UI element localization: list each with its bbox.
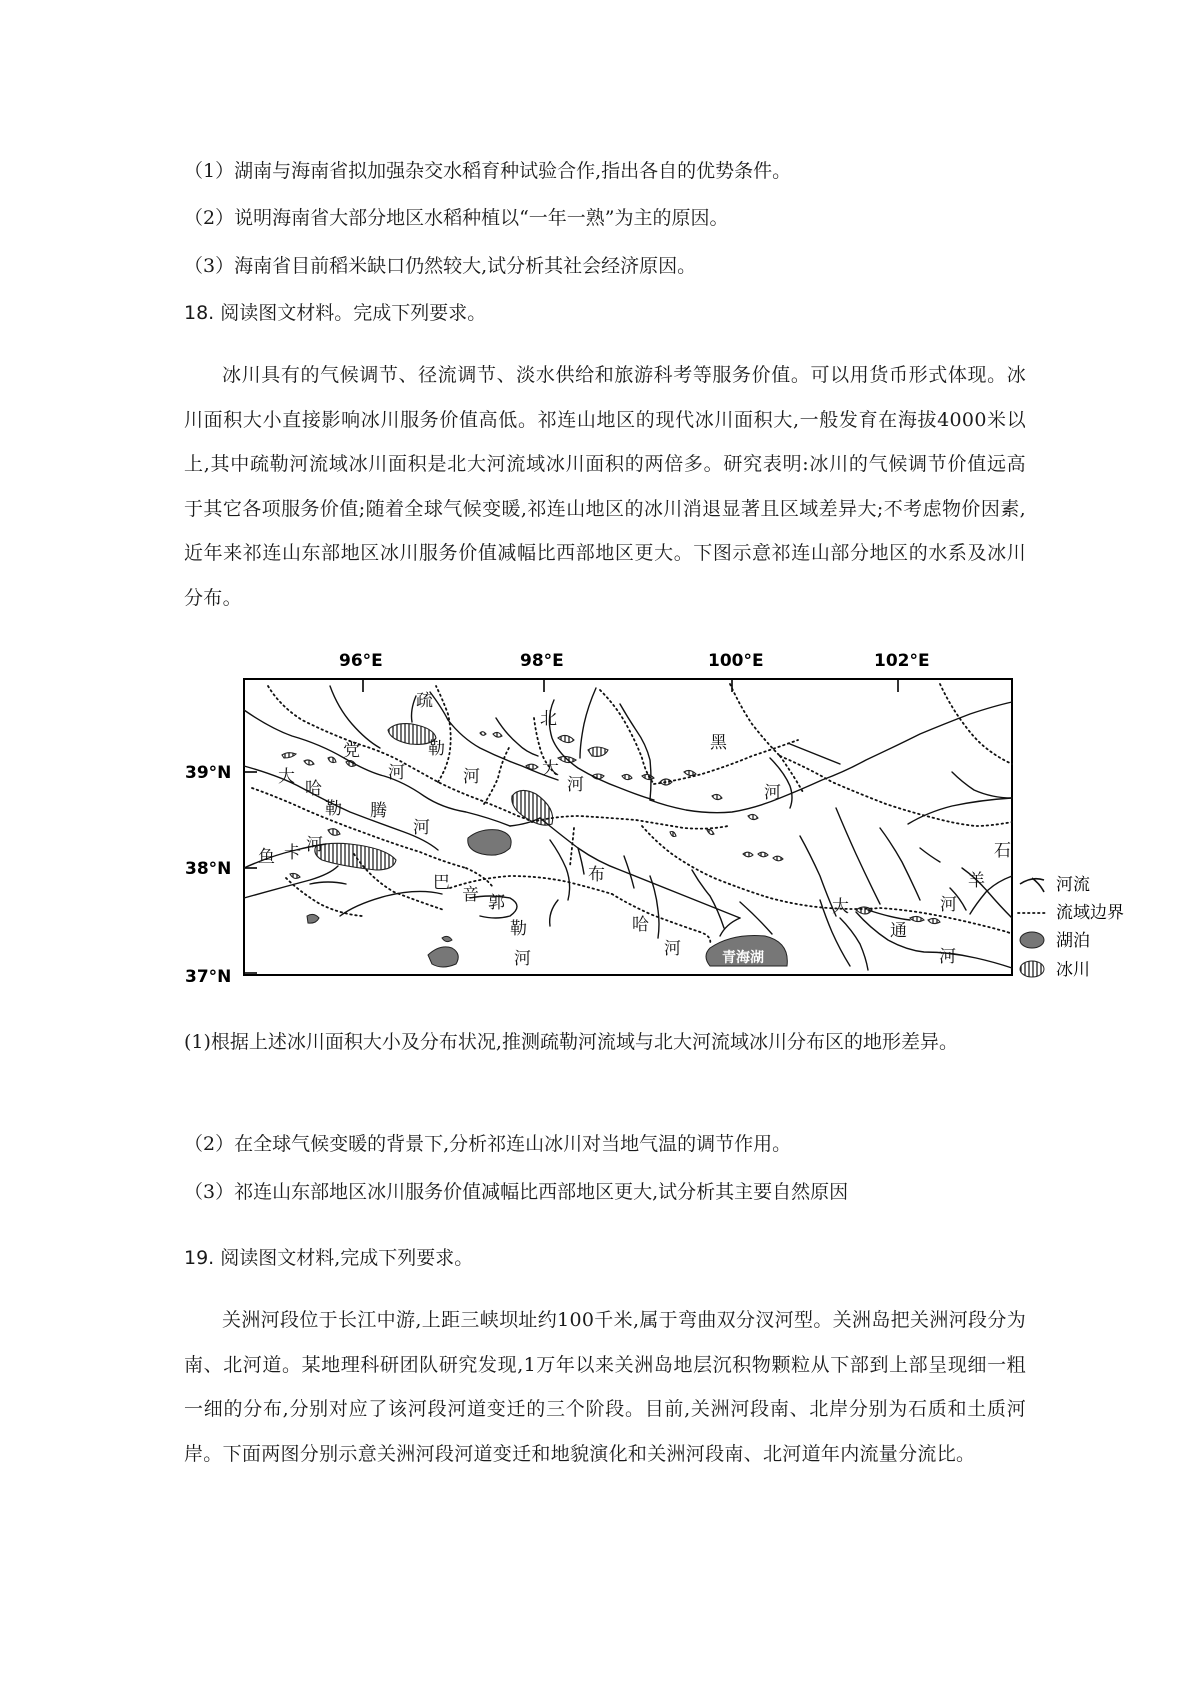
label-ha1: 哈 — [305, 779, 322, 799]
label-shu: 疏 — [416, 691, 433, 711]
q17-subquestion-2: （2）说明海南省大部分地区水稻种植以“一年一熟”为主的原因。 — [184, 207, 729, 229]
q19-material: 关洲河段位于长江中游,上距三峡坝址约100千米,属于弯曲双分汊河型。关洲岛把关洲河段分为南、北河道。某地理科研团队研究发现,1万年以来关洲岛地层沉积物颗粒从下部到上部呈现细一粗一细的分布,分别对应了该河段河道变迁的三个阶段。目前,关洲河段南、北岸分别为石质和土质河岸。下面两图分别示意关洲河段河道变迁和地貌演化和关洲河段南、北河道年内流量分流比。 — [184, 1309, 1026, 1465]
q18-heading — [184, 301, 486, 325]
legend-glacier-icon — [1020, 961, 1044, 977]
label-he10: 河 — [940, 895, 957, 915]
label-ha2: 哈 — [632, 915, 649, 935]
label-hei: 黑 — [710, 733, 727, 753]
label-le2: 勒 — [325, 799, 342, 819]
label-he8: 河 — [664, 939, 681, 959]
label-he1: 河 — [463, 767, 480, 787]
lat-label-38: 38°N — [185, 859, 232, 879]
label-yang: 羊 — [968, 871, 985, 891]
q18-material: 冰川具有的气候调节、径流调节、淡水供给和旅游科考等服务价值。可以用货币形式体现。冰川面积大小直接影响冰川服务价值高低。祁连山地区的现代冰川面积大,一般发育在海拔4000米以上,其中疏勒河流域冰川面积是北大河流域冰川面积的两倍多。研究表明:冰川的气候调节价值远高于其它各项服务价值;随着全球气候变暖,祁连山地区的冰川消退显著且区域差异大;不考虑物价因素,近年来祁连山东部地区冰川服务价值减幅比西部地区更大。下图示意祁连山部分地区的水系及冰川分布。 — [184, 364, 1026, 609]
q18-subquestion-2: （2）在全球气候变暖的背景下,分析祁连山冰川对当地气温的调节作用。 — [184, 1133, 792, 1155]
label-he5: 河 — [567, 775, 584, 795]
label-teng: 腾 — [370, 801, 387, 821]
label-guo: 郭 — [488, 893, 505, 913]
legend-lake-icon — [1020, 932, 1044, 948]
legend-lake: 湖泊 — [1056, 931, 1090, 951]
label-yu: 鱼 — [258, 847, 275, 867]
q18-subquestion-3: （3）祁连山东部地区冰川服务价值减幅比西部地区更大,试分析其主要自然原因 — [184, 1181, 849, 1203]
label-bei: 北 — [540, 709, 557, 729]
label-ba: 巴 — [433, 873, 450, 893]
q18-subquestion-1: (1)根据上述冰川面积大小及分布状况,推测疏勒河流域与北大河流域冰川分布区的地形差异。 — [184, 1031, 958, 1053]
label-da1: 大 — [278, 767, 295, 787]
q18-title: 阅读图文材料。完成下列要求。 — [220, 302, 487, 324]
legend-river: 河流 — [1056, 875, 1090, 895]
label-da3: 大 — [832, 897, 849, 917]
q19-title: 阅读图文材料,完成下列要求。 — [220, 1247, 474, 1269]
label-bu: 布 — [588, 865, 605, 885]
label-shi: 石 — [994, 841, 1011, 861]
q19-number: 19. — [184, 1247, 215, 1269]
label-da2: 大 — [542, 759, 559, 779]
map-legend — [1018, 875, 1124, 980]
label-dang: 党 — [343, 741, 360, 761]
q17-subquestion-1: （1）湖南与海南省拟加强杂交水稻育种试验合作,指出各自的优势条件。 — [184, 160, 792, 182]
legend-river-icon — [1020, 878, 1044, 892]
lon-label-100: 100°E — [708, 651, 764, 671]
lon-label-96: 96°E — [339, 651, 383, 671]
q18-number: 18. — [184, 302, 215, 324]
lon-label-102: 102°E — [874, 651, 930, 671]
legend-boundary: 流域边界 — [1056, 903, 1124, 923]
qilian-map — [180, 648, 1140, 990]
label-he7: 河 — [514, 949, 531, 969]
label-tong: 通 — [890, 921, 907, 941]
legend-glacier: 冰川 — [1056, 960, 1090, 980]
label-ka: 卡 — [284, 843, 301, 863]
label-he3: 河 — [413, 818, 430, 838]
label-he6: 河 — [764, 783, 781, 803]
lat-label-37: 37°N — [185, 967, 232, 987]
label-he9: 河 — [939, 947, 956, 967]
label-he4: 河 — [306, 835, 323, 855]
lon-label-98: 98°E — [520, 651, 564, 671]
lat-label-39: 39°N — [185, 763, 232, 783]
label-yin: 音 — [462, 885, 479, 905]
label-qinghai-lake: 青海湖 — [722, 950, 764, 966]
label-he2: 河 — [388, 763, 405, 783]
label-le3: 勒 — [510, 919, 527, 939]
q17-subquestion-3: （3）海南省目前稻米缺口仍然较大,试分析其社会经济原因。 — [184, 255, 697, 277]
label-le1: 勒 — [428, 739, 445, 759]
q19-heading — [184, 1246, 473, 1270]
